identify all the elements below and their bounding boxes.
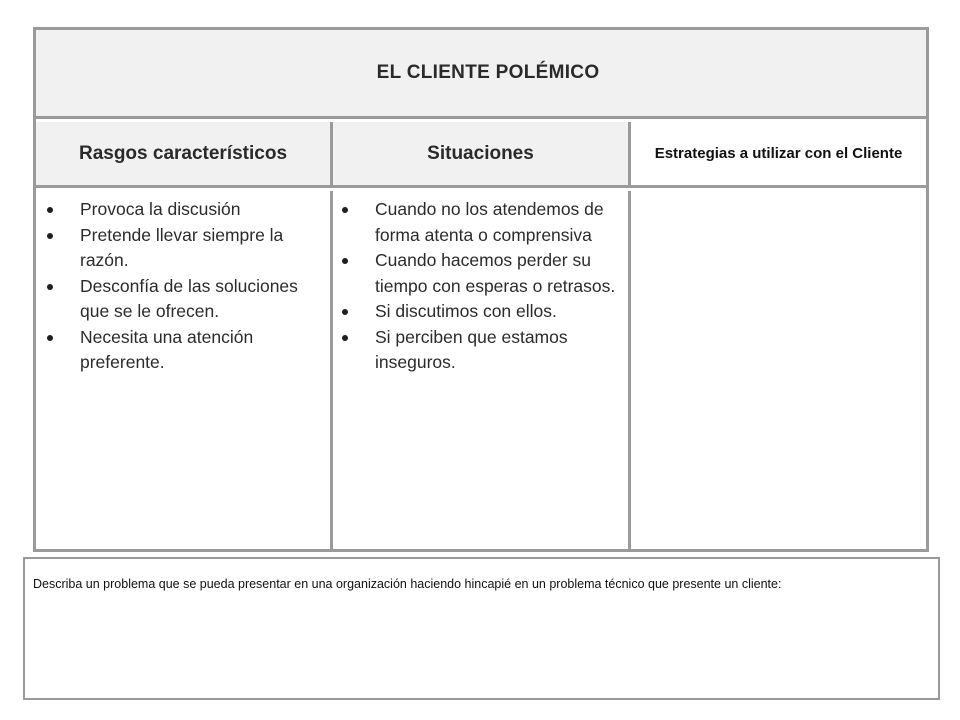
bullet-icon (47, 207, 53, 213)
list-item-text: Si perciben que estamos inseguros. (375, 326, 568, 372)
bullet-icon (47, 335, 53, 341)
situaciones-cell (333, 191, 631, 549)
list-item-text: Cuando no los atendemos de forma atenta o comprensiva (375, 199, 604, 245)
client-table (33, 27, 929, 552)
list-item-text: Pretende llevar siempre la razón. (80, 224, 284, 270)
list-item-text: Si discutimos con ellos. (375, 301, 557, 321)
list-item (36, 325, 330, 376)
bullet-icon (47, 233, 53, 239)
list-item-text: Necesita una atención preferente. (80, 326, 254, 372)
list-item (36, 274, 330, 325)
list-item-text: Desconfía de las soluciones que se le ofrecen. (80, 275, 298, 321)
table-title: EL CLIENTE POLÉMICO (376, 62, 600, 83)
header-situaciones: Situaciones (333, 122, 631, 185)
rasgos-list (36, 197, 330, 376)
list-item (36, 223, 330, 274)
header-rasgos: Rasgos característicos (36, 122, 333, 185)
rasgos-cell (36, 191, 333, 549)
answer-box[interactable] (23, 557, 940, 700)
list-item (333, 248, 628, 299)
bullet-icon (342, 207, 348, 213)
list-item (333, 197, 628, 248)
list-item-text: Cuando hacemos perder su tiempo con esperas o retrasos. (375, 250, 616, 296)
list-item (36, 197, 330, 223)
table-title-band (36, 30, 926, 119)
bullet-icon (47, 284, 53, 290)
header-estrategias: Estrategias a utilizar con el Cliente (631, 122, 926, 185)
table-header-row (36, 122, 926, 188)
list-item (333, 325, 628, 376)
list-item (333, 299, 628, 325)
situaciones-list (333, 197, 628, 376)
bullet-icon (342, 335, 348, 341)
bullet-icon (342, 309, 348, 315)
list-item-text: Provoca la discusión (80, 199, 241, 219)
table-body-row (36, 191, 926, 549)
prompt-text: Describa un problema que se pueda presentar en una organización haciendo hincapié en un problema técnico que presente un cliente: (33, 577, 782, 591)
estrategias-cell[interactable] (631, 191, 926, 549)
bullet-icon (342, 258, 348, 264)
